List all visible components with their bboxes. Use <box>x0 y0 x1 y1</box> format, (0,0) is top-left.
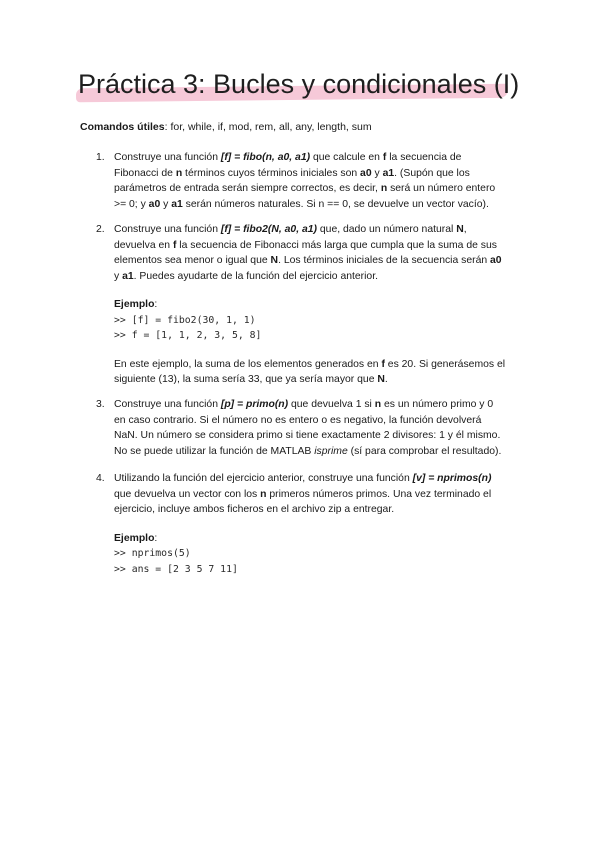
text-segment: . Puedes ayudarte de la función del ejercicio anterior. <box>133 270 378 282</box>
text-line <box>114 357 528 373</box>
text-segment: isprime <box>314 445 348 457</box>
code-line: >> f = [1, 1, 2, 3, 5, 8] <box>114 330 262 341</box>
text-segment: [p] = primo(n) <box>220 399 289 410</box>
title-block <box>76 66 520 106</box>
text-line <box>114 372 528 388</box>
example-heading: Ejemplo: <box>114 299 158 310</box>
text-segment: [f] = fibo2(N, a0, a1) <box>220 224 317 235</box>
code-line: >> nprimos(5) <box>114 548 191 559</box>
exercise-number: 2. <box>96 224 105 235</box>
exercise-text <box>114 222 528 284</box>
text-segment: , <box>463 224 467 235</box>
useful-commands-list: : for, while, if, mod, rem, all, any, length, sum <box>164 121 372 133</box>
exercise-text <box>114 471 528 518</box>
example-label: Ejemplo <box>114 532 155 544</box>
exercise-number: 3. <box>96 399 105 410</box>
text-segment: parámetros de entrada serán siempre correctos, es decir, <box>114 183 381 194</box>
text-line <box>114 487 528 503</box>
text-segment: que calcule en <box>310 152 383 163</box>
text-segment: serán números naturales. Si n == 0, se devuelve un vector vacío). <box>182 198 489 210</box>
code-line: >> [f] = fibo2(30, 1, 1) <box>114 314 256 326</box>
text-segment: NaN. Un número se considera primo si tiene exactamente 2 divisores: 1 y él mismo. <box>114 430 501 441</box>
text-line <box>114 181 528 197</box>
text-line <box>114 197 528 213</box>
text-segment: [v] = nprimos(n) <box>412 473 492 484</box>
useful-commands <box>80 120 372 134</box>
text-segment: a1 <box>122 270 134 282</box>
text-line <box>114 166 528 182</box>
text-segment: es un número primo y 0 <box>381 399 494 410</box>
text-segment: a0 <box>360 167 372 179</box>
text-segment: No se puede utilizar la función de MATLAB <box>114 445 315 457</box>
text-segment: f <box>172 239 177 251</box>
text-segment: a0 <box>490 255 502 266</box>
text-segment: Utilizando la función del ejercicio anterior, construye una función <box>114 473 413 484</box>
exercise-number: 1. <box>96 152 105 163</box>
text-segment: n <box>380 183 388 194</box>
exercise-body <box>114 471 528 577</box>
example-label: Ejemplo <box>114 299 155 310</box>
text-line <box>114 397 528 413</box>
text-line <box>114 471 528 487</box>
exercise-number: 4. <box>96 473 105 484</box>
text-line <box>114 413 528 429</box>
text-segment: en caso contrario. Si el número no es entero o es negativo, la función devolverá <box>114 414 482 426</box>
text-segment: elementos sea menor o igual que <box>114 255 271 266</box>
text-segment: f <box>381 358 385 370</box>
code-line: >> ans = [2 3 5 7 11] <box>114 563 238 575</box>
exercise-body <box>114 150 528 212</box>
text-segment: primeros números primos. Una vez terminado el <box>266 488 492 500</box>
text-segment: siguiente (13), la suma sería 33, que ya sería mayor que <box>114 374 378 385</box>
text-line <box>114 238 528 254</box>
text-segment: la secuencia de Fibonacci más larga que cumpla que la suma de sus <box>176 239 497 251</box>
text-segment: . (Supón que los <box>394 167 470 179</box>
text-line <box>114 269 528 285</box>
text-line <box>114 222 528 238</box>
text-line <box>114 502 528 518</box>
text-segment: >= 0; y <box>114 198 149 210</box>
text-segment: Fibonacci de <box>114 167 176 179</box>
text-segment: Construye una función <box>114 152 221 163</box>
text-segment: que, dado un número natural <box>317 224 457 235</box>
text-segment: devuelva en <box>114 239 173 251</box>
text-segment: que devuelva 1 si <box>288 399 375 410</box>
text-segment: Construye una función <box>114 224 221 235</box>
text-line <box>114 428 528 444</box>
example-heading: Ejemplo: <box>114 532 158 544</box>
text-segment: la secuencia de <box>386 152 462 163</box>
text-segment: ejercicio, incluye ambos ficheros en el archivo zip a entregar. <box>114 504 395 515</box>
text-segment: (sí para comprobar el resultado). <box>347 445 502 457</box>
text-segment: N <box>270 255 279 266</box>
text-line <box>114 444 528 460</box>
text-segment: será un número entero <box>387 183 496 194</box>
text-line <box>114 150 528 166</box>
text-segment: [f] = fibo(n, a0, a1) <box>220 152 311 163</box>
text-segment: . <box>384 374 388 385</box>
text-segment: N <box>456 224 464 235</box>
text-segment: En este ejemplo, la suma de los elementos generados en <box>114 358 382 370</box>
text-segment: Construye una función <box>114 399 221 410</box>
text-segment: n <box>175 167 183 179</box>
useful-commands-label: Comandos útiles <box>80 121 165 133</box>
text-line <box>114 253 528 269</box>
text-segment: n <box>374 399 382 410</box>
text-segment: n <box>260 488 267 500</box>
page-title: Práctica 3: Bucles y condicionales (I) <box>78 69 520 99</box>
exercise-body <box>114 222 528 388</box>
text-segment: f <box>382 152 387 163</box>
text-segment: y <box>160 198 172 210</box>
text-segment: que devuelva un vector con los <box>114 488 261 500</box>
text-segment: y <box>114 270 123 282</box>
text-segment: N <box>377 374 385 385</box>
text-segment: es 20. Si generásemos el <box>384 358 506 370</box>
text-segment: términos cuyos términos iniciales son <box>182 167 361 179</box>
exercise-body <box>114 397 528 459</box>
text-segment: a0 <box>148 198 161 210</box>
text-segment: a1 <box>171 198 183 210</box>
text-segment: a1 <box>382 167 395 179</box>
text-segment: . Los términos iniciales de la secuencia serán <box>278 255 491 266</box>
text-segment: y <box>371 167 383 179</box>
example-explanation <box>114 357 528 388</box>
